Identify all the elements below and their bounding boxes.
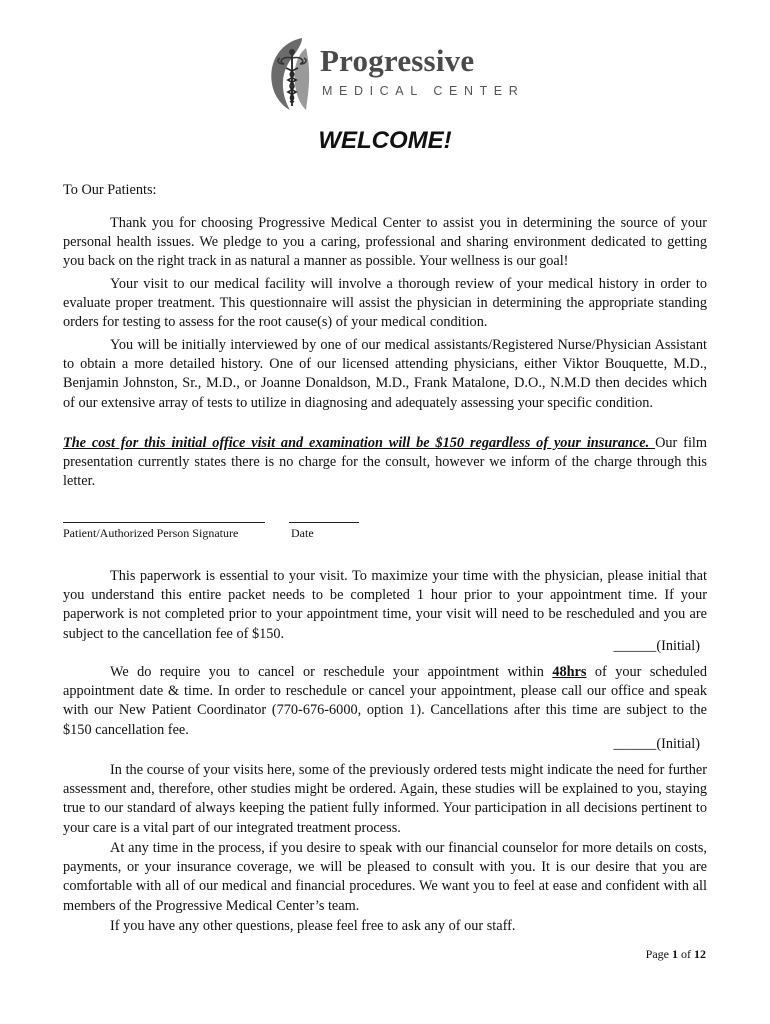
- paragraph-paperwork: This paperwork is essential to your visit. To maximize your time with the physician, please initial that you understand this entire packet needs to be completed 1 hour prior to your appointment time. If your paperwork is not completed prior to your appointment time, your visit will need to be rescheduled and you are subject to the cancellation fee of $150.: [63, 568, 707, 642]
- paragraph-cancellation: [63, 663, 707, 740]
- cancellation-text-a: We do require you to cancel or reschedule your appointment within: [110, 664, 553, 680]
- initial-field-paperwork[interactable]: ______(Initial): [613, 638, 700, 654]
- caduceus-leaf-icon: [262, 34, 322, 114]
- paragraph-further-assessment: In the course of your visits here, some of the previously ordered tests might indicate the need for further assessment and, therefore, other studies might be ordered. Again, these studies will be explained to you, staying true to our standard of always keeping the patient fully informed. Your participation in all decisions pertinent to your care is a vital part of our integrated treatment process.: [63, 762, 707, 836]
- cancellation-hours: 48hrs: [552, 664, 587, 680]
- cancellation-text-b: of your scheduled appointment date & time. In order to reschedule or cancel your appointment, please call our office and speak with our New Patient Coordinator (770-676-6000, option 1). Cancellations after this time are subject to the $150 cancellation fee.: [63, 664, 707, 738]
- salutation: To Our Patients:: [63, 182, 157, 198]
- paragraph-questions: If you have any other questions, please feel free to ask any of our staff.: [110, 918, 516, 934]
- signature-label: Patient/Authorized Person Signature: [63, 526, 239, 540]
- initial-field-cancellation[interactable]: ______(Initial): [613, 736, 700, 752]
- date-line[interactable]: [289, 522, 359, 523]
- page-prefix: Page: [645, 947, 672, 961]
- page-number: [646, 947, 706, 962]
- paragraph-thanks: Thank you for choosing Progressive Medical Center to assist you in determining the source of your personal health issues. We pledge to you a caring, professional and sharing environment dedicated to getting you back on the right track in as natural a manner as possible. Your wellness is our goal!: [63, 215, 707, 270]
- cost-notice: The cost for this initial office visit and examination will be $150 regardless of your insurance.: [63, 435, 656, 451]
- date-label: Date: [291, 526, 314, 540]
- logo-title: Progressive: [320, 43, 475, 78]
- paragraph-visit: Your visit to our medical facility will involve a thorough review of your medical history in order to evaluate proper treatment. This questionnaire will assist the physician in determining the appropriate standing orders for testing to assess for the root cause(s) of your medical condition.: [63, 276, 707, 331]
- paragraph-interview: You will be initially interviewed by one of our medical assistants/Registered Nurse/Physician Assistant to obtain a more detailed history. One of our licensed attending physicians, either Viktor Bouquette, M.D., Benjamin Johnston, Sr., M.D., or Joanne Donaldson, M.D., Frank Matalone, D.O., N.M.D then decides which of our extensive array of tests to utilize in diagnosing and adequately assessing your specific condition.: [63, 337, 707, 411]
- logo-subtitle: MEDICAL CENTER: [322, 84, 525, 98]
- paragraph-cost: [63, 434, 707, 492]
- page-of: of: [678, 947, 694, 961]
- logo: [262, 34, 525, 114]
- paragraph-financial: At any time in the process, if you desire to speak with our financial counselor for more details on costs, payments, or your insurance coverage, we will be pleased to consult with you. It is our desire that you are comfortable with all of our medical and financial procedures. We want you to feel at ease and confident with all members of the Progressive Medical Center’s team.: [63, 840, 707, 914]
- signature-line[interactable]: [63, 522, 265, 523]
- page-current: 1: [672, 947, 678, 961]
- page-title: WELCOME!: [318, 127, 452, 154]
- page-total: 12: [694, 947, 706, 961]
- cost-notice-rest: Our film presentation currently states there is no charge for the consult, however we inform of the charge through this letter.: [63, 435, 708, 490]
